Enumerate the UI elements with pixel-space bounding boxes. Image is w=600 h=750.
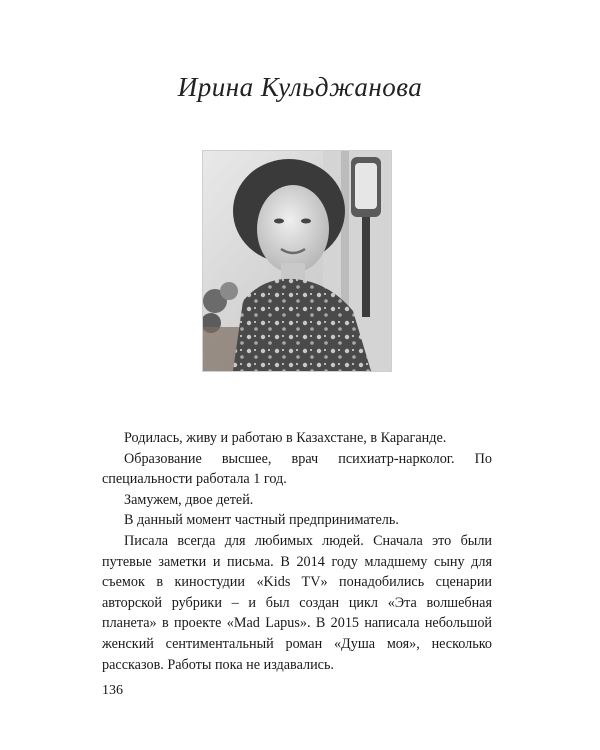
portrait-image: [203, 151, 391, 371]
bio-paragraph: Образование высшее, врач психиатр-нарколог. По специальности работала 1 год.: [102, 450, 492, 488]
bio-paragraph: Замужем, двое детей.: [124, 491, 254, 508]
author-name: Ирина Кульджанова: [177, 72, 423, 102]
biography-text: [102, 428, 492, 675]
bio-paragraph: В данный момент частный предприниматель.: [124, 512, 399, 529]
bio-paragraph: Писала всегда для любимых людей. Сначала это были путевые заметки и письма. В 2014 году младшему сыну для съемок в киностудии «Kids TV» понадобились сценарии авторской рубрики – и был создан цикл «Эта волшебная планета» в проекте «Mad Lapus». В 2015 написала небольшой женский сентиментальный роман «Душа моя», несколько рассказов. Работы пока не издавались.: [102, 532, 492, 673]
author-photo: [202, 150, 392, 372]
bio-paragraph: Родилась, живу и работаю в Казахстане, в Караганде.: [124, 430, 447, 446]
page-number: 136: [102, 683, 123, 698]
